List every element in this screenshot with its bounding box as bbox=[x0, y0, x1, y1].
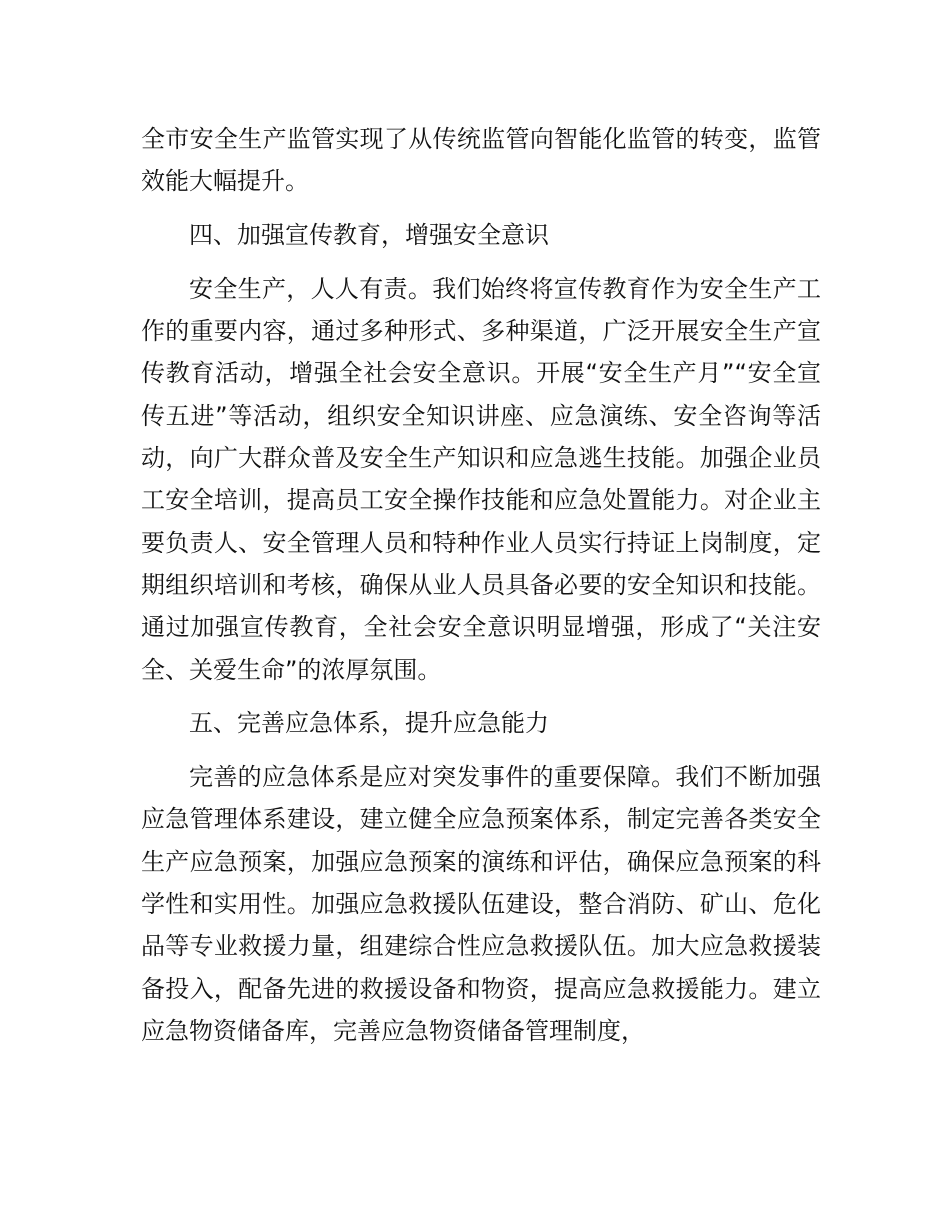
paragraph-emergency-system: 完善的应急体系是应对突发事件的重要保障。我们不断加强应急管理体系建设，建立健全应急预案体系，制定完善各类安全生产应急预案，加强应急预案的演练和评估，确保应急预案的科学性和实用性。加强应急救援队伍建设，整合消防、矿山、危化品等专业救援力量，组建综合性应急救援队伍。加大应急救援装备投入，配备先进的救援设备和物资，提高应急救援能力。建立应急物资储备库，完善应急物资储备管理制度， bbox=[141, 763, 821, 1045]
paragraph-publicity-education: 安全生产，人人有责。我们始终将宣传教育作为安全生产工作的重要内容，通过多种形式、多种渠道，广泛开展安全生产宣传教育活动，增强全社会安全意识。开展“安全生产月”“安全宣传五进”等活动，组织安全知识讲座、应急演练、安全咨询等活动，向广大群众普及安全生产知识和应急逃生技能。加强企业员工安全培训，提高员工安全操作技能和应急处置能力。对企业主要负责人、安全管理人员和特种作业人员实行持证上岗制度，定期组织培训和考核，确保从业人员具备必要的安全知识和技能。通过加强宣传教育，全社会安全意识明显增强，形成了“关注安全、关爱生命”的浓厚氛围。 bbox=[141, 274, 821, 684]
paragraph-continued: 全市安全生产监管实现了从传统监管向智能化监管的转变，监管效能大幅提升。 bbox=[141, 125, 821, 196]
document-body bbox=[141, 118, 821, 1064]
section-heading-4: 四、加强宣传教育，增强安全意识 bbox=[189, 221, 549, 250]
section-heading-5: 五、完善应急体系，提升应急能力 bbox=[189, 709, 549, 738]
